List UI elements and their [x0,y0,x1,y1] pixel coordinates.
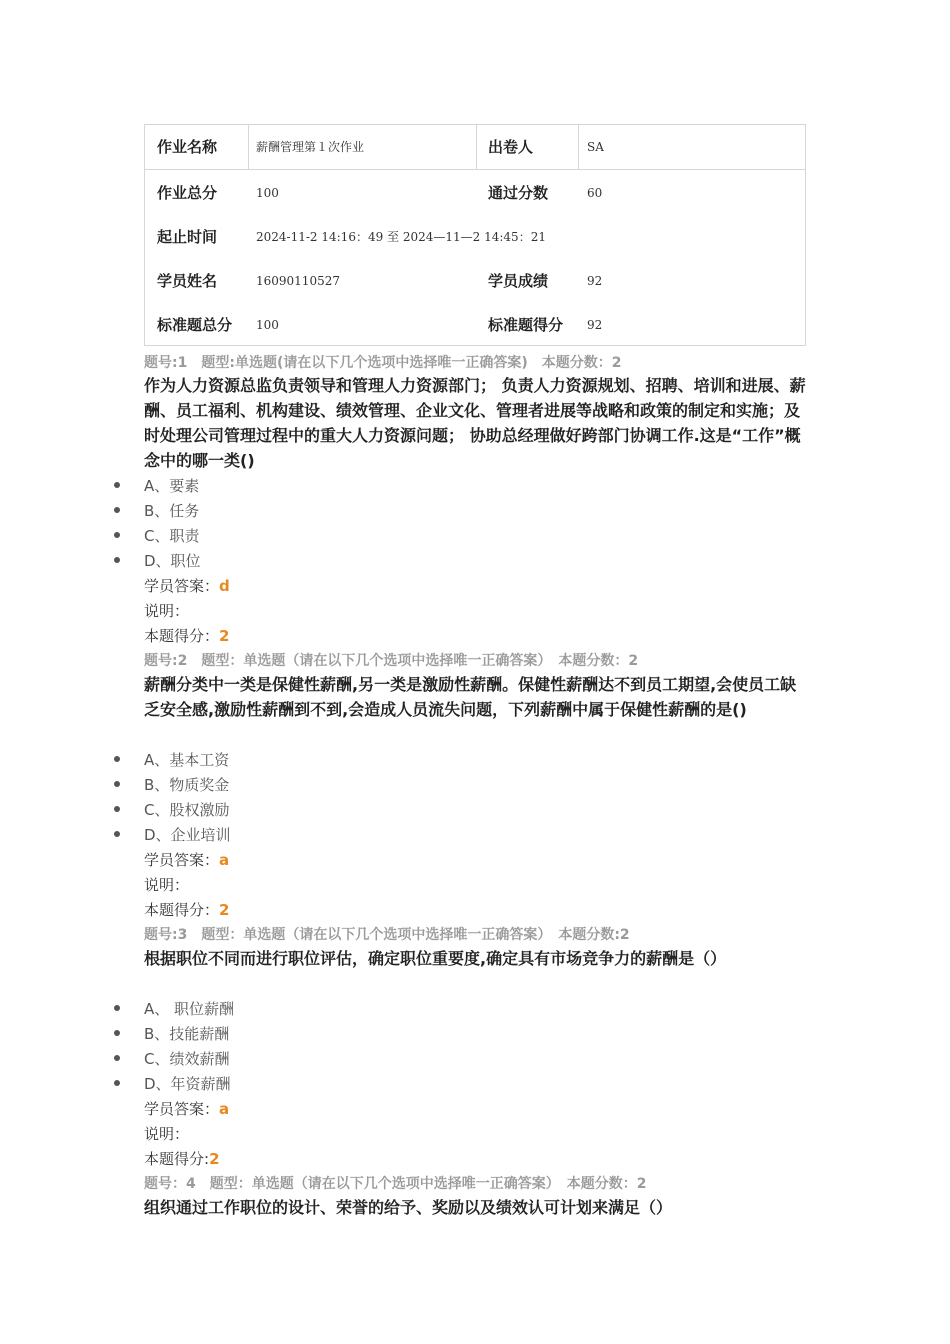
divider [578,125,579,169]
bullet-icon [114,1005,120,1011]
question-meta: 题号：4 题型：单选题（请在以下几个选项中选择唯一正确答案） 本题分数：2 [144,1176,647,1192]
label-assignment-name: 作业名称 [157,138,218,156]
label-student-grade: 学员成绩 [488,272,549,290]
label-time-range: 起止时间 [157,228,218,246]
label-author: 出卷人 [488,138,534,156]
bullet-icon [114,806,120,812]
score-value: 2 [219,901,230,919]
option-a: A、 职位薪酬 [144,1000,235,1018]
divider [248,125,249,169]
value-pass-score: 60 [587,186,603,200]
question-score [144,1148,220,1169]
explanation: 说明： [144,602,190,620]
label-standard-total: 标准题总分 [157,316,233,334]
question-score [144,899,229,920]
option-b: B、技能薪酬 [144,1025,230,1043]
bullet-icon [114,1080,120,1086]
answer-label: 学员答案： [144,577,220,595]
value-author: SA [587,140,604,154]
value-assignment-name: 薪酬管理第１次作业 [256,140,365,154]
answer-value: a [219,851,230,869]
answer-label: 学员答案： [144,851,220,869]
option-c: C、绩效薪酬 [144,1050,230,1068]
question-text: 根据职位不同而进行职位评估，确定职位重要度,确定具有市场竞争力的薪酬是（） [144,949,727,968]
info-row-assignment-name [145,125,805,170]
value-student-name: 16090110527 [256,274,340,288]
answer-value: a [219,1100,230,1118]
question-text: 薪酬分类中一类是保健性薪酬,另一类是激励性薪酬。保健性薪酬达不到员工期望,会使员工缺乏安全感,激励性薪酬到不到,会造成人员流失问题，下列薪酬中属于保健性薪酬的是() [144,675,797,719]
option-a: A、基本工资 [144,751,230,769]
score-value: 2 [209,1150,220,1168]
option-c: C、股权激励 [144,801,230,819]
bullet-icon [114,756,120,762]
student-answer [144,575,230,596]
bullet-icon [114,557,120,563]
option-b: B、物质奖金 [144,776,230,794]
option-b: B、任务 [144,502,200,520]
divider [476,125,477,169]
value-time-range: 2024-11-2 14:16：49 至 2024—11—2 14:45：21 [256,230,546,244]
bullet-icon [114,1030,120,1036]
value-total-score: 100 [256,186,279,200]
info-row-time-range [145,215,805,259]
label-total-score: 作业总分 [157,184,218,202]
info-row-standard-score [145,303,805,347]
explanation: 说明： [144,1125,190,1143]
bullet-icon [114,532,120,538]
student-answer [144,1098,229,1119]
answer-label: 学员答案： [144,1100,220,1118]
score-label: 本题得分： [144,627,220,645]
bullet-icon [114,482,120,488]
bullet-icon [114,1055,120,1061]
value-standard-earned: 92 [587,318,603,332]
student-answer [144,849,229,870]
value-standard-total: 100 [256,318,279,332]
info-row-student [145,259,805,303]
question-meta: 题号:1 题型:单选题(请在以下几个选项中选择唯一正确答案) 本题分数：2 [144,355,622,371]
assignment-info-table [144,124,806,346]
answer-value: d [219,577,230,595]
bullet-icon [114,507,120,513]
option-a: A、要素 [144,477,200,495]
score-label: 本题得分: [144,1150,210,1168]
option-d: D、企业培训 [144,826,231,844]
question-text: 作为人力资源总监负责领导和管理人力资源部门； 负责人力资源规划、招聘、培训和进展、薪酬、员工福利、机构建设、绩效管理、企业文化、管理者进展等战略和政策的制定和实施；及时处理公司管理过程中的重大人力资源问题； 协助总经理做好跨部门协调工作.这是“工作”概念中的哪一类() [144,376,806,470]
label-pass-score: 通过分数 [488,184,549,202]
value-student-grade: 92 [587,274,603,288]
explanation: 说明： [144,876,190,894]
question-meta: 题号:2 题型：单选题（请在以下几个选项中选择唯一正确答案） 本题分数：2 [144,653,639,669]
option-d: D、职位 [144,552,201,570]
label-student-name: 学员姓名 [157,272,218,290]
question-text: 组织通过工作职位的设计、荣誉的给予、奖励以及绩效认可计划来满足（） [144,1198,673,1217]
score-value: 2 [219,627,230,645]
option-c: C、职责 [144,527,200,545]
question-score [144,625,229,646]
info-row-total-score [145,171,805,215]
bullet-icon [114,781,120,787]
option-d: D、年资薪酬 [144,1075,231,1093]
label-standard-earned: 标准题得分 [488,316,564,334]
bullet-icon [114,831,120,837]
score-label: 本题得分： [144,901,220,919]
question-meta: 题号:3 题型：单选题（请在以下几个选项中选择唯一正确答案） 本题分数:2 [144,927,630,943]
